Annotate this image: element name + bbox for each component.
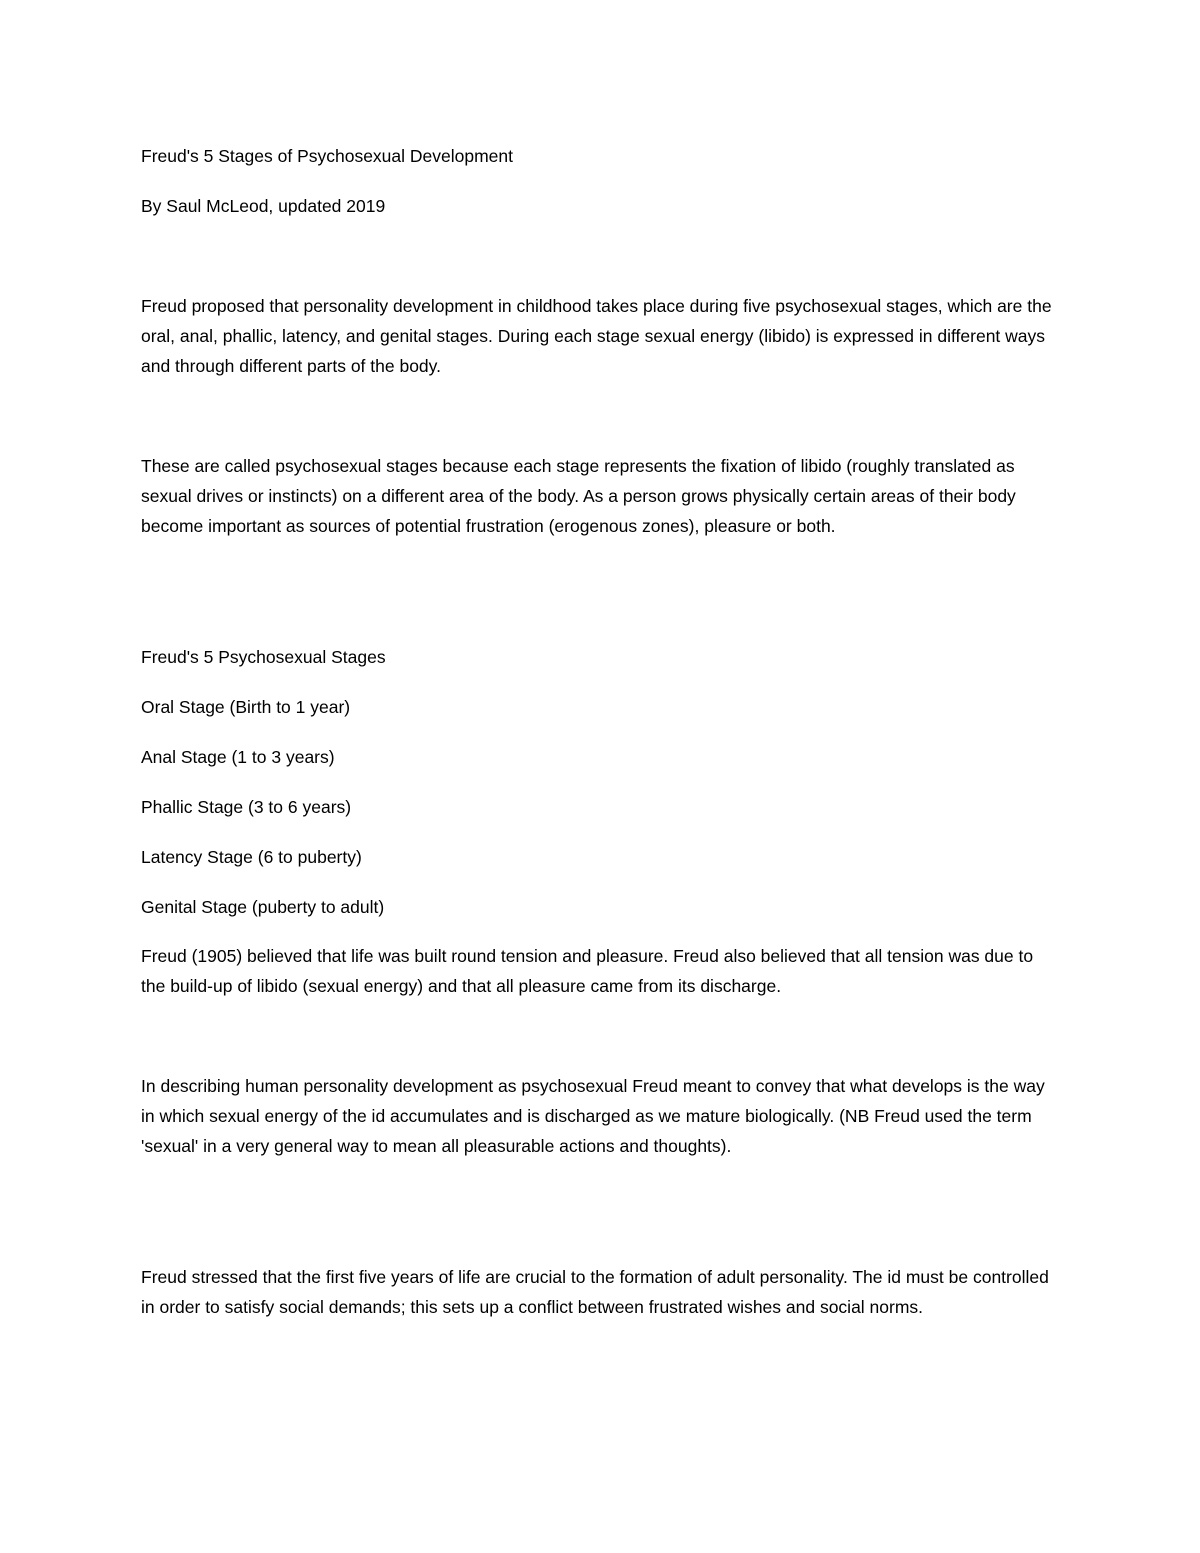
paragraph-development: In describing human personality development as psychosexual Freud meant to convey that what develops is the way in which sexual energy of the id accumulates and is discharged as we mature biologically. (NB Freud used the term 'sexual' in a very general way to mean all pleasurable actions and thoughts). bbox=[141, 1076, 1045, 1156]
document-title: Freud's 5 Stages of Psychosexual Development bbox=[141, 146, 514, 166]
paragraph-first-five-years: Freud stressed that the first five years of life are crucial to the formation of adult personality. The id must be controlled in order to satisfy social demands; this sets up a conflict between frustrated wishes and social norms. bbox=[141, 1267, 1049, 1317]
stage-item-latency: Latency Stage (6 to puberty) bbox=[141, 847, 362, 867]
stages-heading: Freud's 5 Psychosexual Stages bbox=[141, 647, 386, 667]
stage-item-phallic: Phallic Stage (3 to 6 years) bbox=[141, 797, 352, 817]
paragraph-fixation: These are called psychosexual stages because each stage represents the fixation of libido (roughly translated as sexual drives or instincts) on a different area of the body. As a person grows physically certain areas of their body become important as sources of potential frustration (erogenous zones), pleasure or both. bbox=[141, 456, 1016, 536]
paragraph-intro: Freud proposed that personality development in childhood takes place during five psychosexual stages, which are the oral, anal, phallic, latency, and genital stages. During each stage sexual energy (libido) is expressed in different ways and through different parts of the body. bbox=[141, 296, 1052, 376]
stage-item-oral: Oral Stage (Birth to 1 year) bbox=[141, 697, 351, 717]
document-byline: By Saul McLeod, updated 2019 bbox=[141, 196, 386, 216]
stage-item-genital: Genital Stage (puberty to adult) bbox=[141, 897, 385, 917]
paragraph-tension: Freud (1905) believed that life was built round tension and pleasure. Freud also believed that all tension was due to the build-up of libido (sexual energy) and that all pleasure came from its discharge. bbox=[141, 946, 1034, 996]
stage-item-anal: Anal Stage (1 to 3 years) bbox=[141, 747, 335, 767]
